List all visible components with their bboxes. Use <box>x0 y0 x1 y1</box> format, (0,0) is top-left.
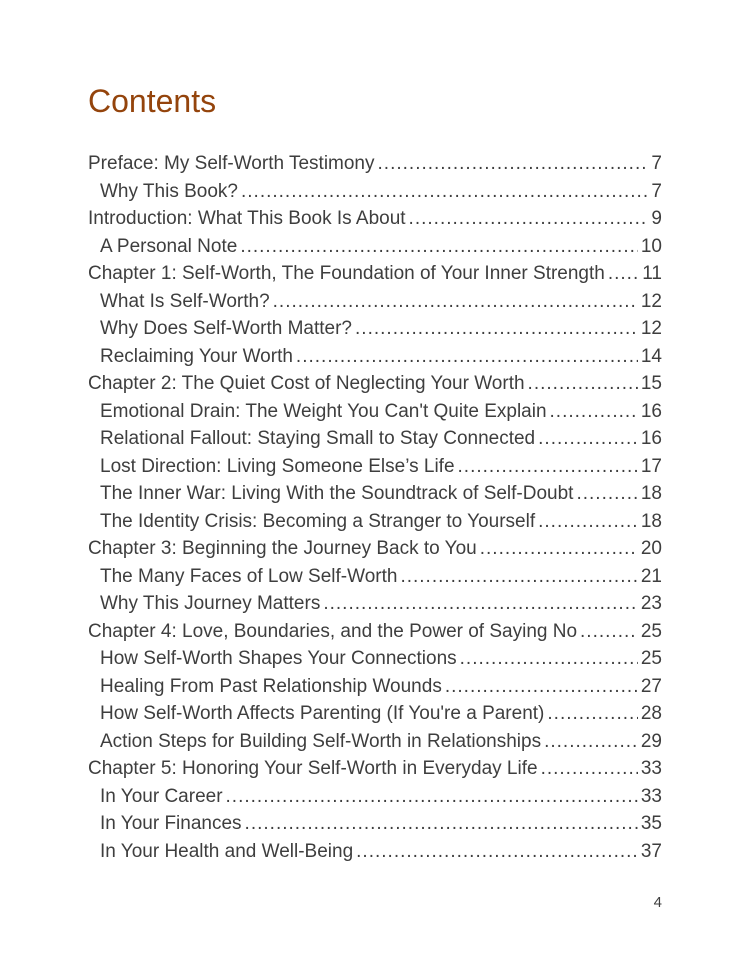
toc-entry-page: 17 <box>640 455 662 477</box>
toc-entry-label: Chapter 3: Beginning the Journey Back to You <box>88 538 477 559</box>
toc-entry[interactable] <box>88 398 662 426</box>
toc-entry[interactable] <box>88 343 662 371</box>
toc-entry-page: 9 <box>651 208 662 229</box>
toc-entry[interactable] <box>88 755 662 783</box>
toc-entry-label: Preface: My Self-Worth Testimony <box>88 153 375 174</box>
toc-entry[interactable] <box>88 700 662 728</box>
toc-dot-leader <box>480 535 638 563</box>
toc-entry-page: 20 <box>640 538 662 559</box>
toc-entry[interactable] <box>88 535 662 563</box>
toc-entry-page: 12 <box>640 318 662 339</box>
toc-entry-label: Lost Direction: Living Someone Else’s Life <box>100 455 455 477</box>
toc-dot-leader <box>580 618 638 646</box>
toc-entry-page: 11 <box>642 263 662 284</box>
toc-dot-leader <box>538 508 638 536</box>
toc-entry-label: Reclaiming Your Worth <box>100 345 293 367</box>
toc-entry-label: Introduction: What This Book Is About <box>88 208 406 229</box>
table-of-contents <box>88 150 662 865</box>
toc-dot-leader <box>538 425 638 453</box>
page-title: Contents <box>88 83 217 119</box>
toc-entry-page: 33 <box>640 785 662 807</box>
toc-entry[interactable] <box>88 618 662 646</box>
toc-dot-leader <box>378 150 649 178</box>
toc-dot-leader <box>226 783 638 811</box>
footer-page-number: 4 <box>653 894 662 911</box>
toc-dot-leader <box>296 343 638 371</box>
toc-entry-page: 21 <box>640 565 662 587</box>
toc-dot-leader <box>245 810 638 838</box>
toc-entry-label: Why Does Self-Worth Matter? <box>100 318 353 339</box>
toc-dot-leader <box>528 370 638 398</box>
toc-entry-page: 35 <box>640 813 662 834</box>
toc-entry-page: 10 <box>640 235 662 257</box>
toc-dot-leader <box>460 645 638 673</box>
toc-entry-label: Why This Book? <box>100 180 238 202</box>
toc-entry-label: In Your Career <box>100 785 223 807</box>
toc-entry-page: 16 <box>640 400 662 422</box>
toc-entry-label: Emotional Drain: The Weight You Can't Quite Explain <box>100 400 547 422</box>
toc-entry-label: Healing From Past Relationship Wounds <box>100 675 442 697</box>
toc-entry-page: 14 <box>640 345 662 367</box>
toc-entry[interactable] <box>88 645 662 673</box>
toc-entry-page: 29 <box>640 730 662 752</box>
toc-dot-leader <box>608 260 639 288</box>
toc-entry-label: The Many Faces of Low Self-Worth <box>100 565 398 587</box>
toc-entry[interactable] <box>88 508 662 536</box>
toc-entry[interactable] <box>88 150 662 178</box>
toc-entry-page: 7 <box>651 153 662 174</box>
toc-entry[interactable] <box>88 590 662 618</box>
toc-dot-leader <box>550 398 638 426</box>
toc-dot-leader <box>323 590 638 618</box>
toc-entry-label: A Personal Note <box>100 235 238 257</box>
toc-entry[interactable] <box>88 370 662 398</box>
toc-entry-page: 12 <box>640 290 662 312</box>
toc-entry[interactable] <box>88 838 662 866</box>
toc-entry[interactable] <box>88 315 662 343</box>
toc-dot-leader <box>356 838 638 866</box>
toc-entry-label: In Your Finances <box>100 813 242 834</box>
toc-entry[interactable] <box>88 178 662 206</box>
toc-dot-leader <box>576 480 637 508</box>
toc-dot-leader <box>241 178 648 206</box>
toc-entry[interactable] <box>88 480 662 508</box>
toc-dot-leader <box>445 673 638 701</box>
toc-entry-label: Action Steps for Building Self-Worth in Relationships <box>100 730 542 752</box>
toc-dot-leader <box>400 563 637 591</box>
toc-entry-page: 28 <box>640 703 662 724</box>
toc-entry-label: The Identity Crisis: Becoming a Stranger to Yourself <box>100 510 536 532</box>
toc-entry-page: 27 <box>640 675 662 697</box>
toc-dot-leader <box>355 315 638 343</box>
toc-entry-page: 25 <box>640 648 662 669</box>
toc-entry-page: 37 <box>640 840 662 862</box>
toc-entry-page: 18 <box>640 483 662 504</box>
toc-dot-leader <box>273 288 638 316</box>
toc-entry-page: 33 <box>640 758 662 779</box>
toc-entry[interactable] <box>88 783 662 811</box>
toc-entry-page: 18 <box>640 510 662 532</box>
toc-entry-label: Relational Fallout: Staying Small to Stay Connected <box>100 428 536 449</box>
toc-entry[interactable] <box>88 673 662 701</box>
toc-entry-page: 15 <box>640 373 662 394</box>
toc-dot-leader <box>547 700 637 728</box>
toc-entry[interactable] <box>88 260 662 288</box>
toc-entry[interactable] <box>88 205 662 233</box>
toc-entry[interactable] <box>88 233 662 261</box>
toc-entry[interactable] <box>88 453 662 481</box>
toc-entry[interactable] <box>88 563 662 591</box>
toc-entry[interactable] <box>88 288 662 316</box>
toc-entry-label: What Is Self-Worth? <box>100 290 270 312</box>
toc-entry[interactable] <box>88 728 662 756</box>
toc-entry-page: 16 <box>640 428 662 449</box>
toc-entry-label: How Self-Worth Shapes Your Connections <box>100 648 457 669</box>
toc-dot-leader <box>458 453 638 481</box>
toc-entry-label: Chapter 4: Love, Boundaries, and the Power of Saying No <box>88 620 578 642</box>
toc-entry-page: 23 <box>640 593 662 614</box>
toc-entry-label: Why This Journey Matters <box>100 593 321 614</box>
toc-entry-page: 7 <box>651 180 662 202</box>
toc-entry-label: Chapter 1: Self-Worth, The Foundation of Your Inner Strength <box>88 263 605 284</box>
toc-dot-leader <box>409 205 649 233</box>
toc-entry[interactable] <box>88 810 662 838</box>
toc-entry-label: Chapter 2: The Quiet Cost of Neglecting Your Worth <box>88 373 525 394</box>
toc-entry[interactable] <box>88 425 662 453</box>
toc-entry-label: How Self-Worth Affects Parenting (If You're a Parent) <box>100 703 545 724</box>
toc-dot-leader <box>240 233 638 261</box>
toc-entry-label: In Your Health and Well-Being <box>100 840 354 862</box>
toc-dot-leader <box>541 755 638 783</box>
toc-entry-page: 25 <box>640 620 662 642</box>
toc-entry-label: Chapter 5: Honoring Your Self-Worth in Everyday Life <box>88 758 538 779</box>
toc-entry-label: The Inner War: Living With the Soundtrack of Self-Doubt <box>100 483 574 504</box>
toc-dot-leader <box>544 728 638 756</box>
